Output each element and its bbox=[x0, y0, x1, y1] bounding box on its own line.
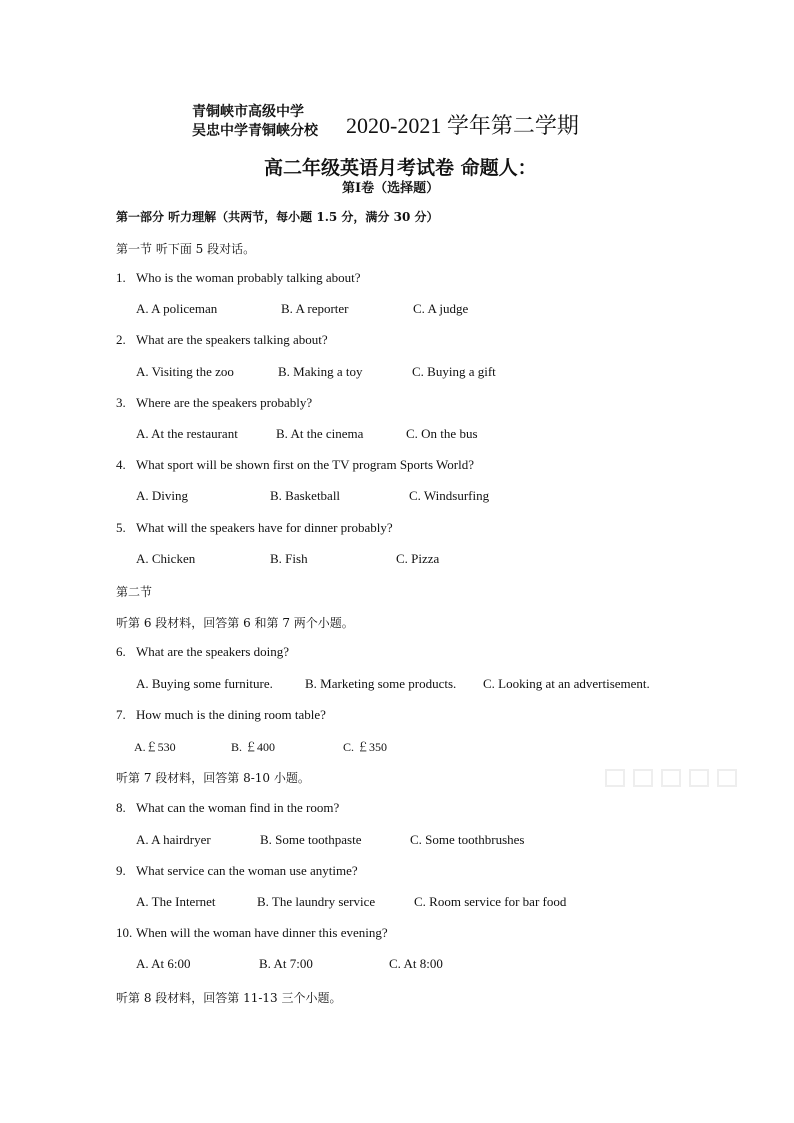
q5-option-b: B. Fish bbox=[270, 551, 308, 566]
q2-option-a: A. Visiting the zoo bbox=[136, 364, 234, 379]
watermark bbox=[604, 764, 754, 798]
question-4 bbox=[116, 457, 474, 473]
question-6 bbox=[116, 644, 289, 660]
q7-option-b: B. ￡400 bbox=[231, 740, 276, 754]
question-2 bbox=[116, 332, 328, 348]
question-9 bbox=[116, 863, 358, 879]
question-text: What are the speakers doing? bbox=[136, 644, 290, 659]
q9-option-c: C. Room service for bar food bbox=[414, 894, 567, 909]
question-text: When will the woman have dinner this evening? bbox=[136, 925, 388, 940]
question-number: 6. bbox=[116, 644, 126, 659]
q10-option-a: A. At 6:00 bbox=[136, 956, 191, 971]
q5-option-c: C. Pizza bbox=[396, 551, 440, 566]
q3-option-c: C. On the bus bbox=[406, 426, 478, 441]
question-1 bbox=[116, 270, 361, 286]
question-5 bbox=[116, 520, 393, 536]
q10-option-c: C. At 8:00 bbox=[389, 956, 443, 971]
question-number: 1. bbox=[116, 270, 126, 285]
watermark-shape bbox=[604, 764, 754, 792]
question-number: 10. bbox=[116, 925, 133, 940]
material-7-instruction: 听第 7 段材料，回答第 8-10 小题。 bbox=[116, 771, 310, 785]
q1-option-c: C. A judge bbox=[413, 301, 469, 316]
volume-label: 第Ⅰ卷（选择题） bbox=[342, 181, 440, 196]
academic-year-term: 2020-2021 学年第二学期 bbox=[346, 113, 579, 138]
q6-option-c: C. Looking at an advertisement. bbox=[483, 676, 650, 691]
q1-option-b: B. A reporter bbox=[281, 301, 349, 316]
question-number: 4. bbox=[116, 457, 126, 472]
q1-option-a: A. A policeman bbox=[136, 301, 218, 316]
question-text: How much is the dining room table? bbox=[136, 707, 326, 722]
question-text: What can the woman find in the room? bbox=[136, 800, 340, 815]
question-text: What will the speakers have for dinner probably? bbox=[136, 520, 393, 535]
q3-option-b: B. At the cinema bbox=[276, 426, 364, 441]
school-name-line1: 青铜峡市高级中学 bbox=[192, 104, 304, 120]
question-text: Where are the speakers probably? bbox=[136, 395, 313, 410]
q2-option-b: B. Making a toy bbox=[278, 364, 363, 379]
material-8-instruction: 听第 8 段材料，回答第 11-13 三个小题。 bbox=[116, 991, 342, 1005]
q9-option-a: A. The Internet bbox=[136, 894, 216, 909]
q8-option-b: B. Some toothpaste bbox=[260, 832, 362, 847]
part1-heading: 第一部分 听力理解（共两节，每小题 1.5 分，满分 30 分） bbox=[116, 210, 439, 224]
question-text: What sport will be shown first on the TV program Sports World? bbox=[136, 457, 474, 472]
question-number: 3. bbox=[116, 395, 126, 410]
question-number: 2. bbox=[116, 332, 126, 347]
question-10 bbox=[116, 925, 388, 941]
question-number: 8. bbox=[116, 800, 126, 815]
q7-option-a: A.￡530 bbox=[134, 740, 176, 754]
question-number: 7. bbox=[116, 707, 126, 722]
section1-heading: 第一节 听下面 5 段对话。 bbox=[116, 242, 256, 256]
q9-option-b: B. The laundry service bbox=[257, 894, 376, 909]
material-6-instruction: 听第 6 段材料，回答第 6 和第 7 两个小题。 bbox=[116, 616, 354, 630]
q3-option-a: A. At the restaurant bbox=[136, 426, 238, 441]
q4-option-c: C. Windsurfing bbox=[409, 488, 490, 503]
question-text: What service can the woman use anytime? bbox=[136, 863, 358, 878]
q6-option-b: B. Marketing some products. bbox=[305, 676, 457, 691]
q5-option-a: A. Chicken bbox=[136, 551, 196, 566]
section2-heading: 第二节 bbox=[116, 585, 153, 599]
question-3 bbox=[116, 395, 312, 411]
q8-option-a: A. A hairdryer bbox=[136, 832, 211, 847]
question-8 bbox=[116, 800, 339, 816]
q4-option-b: B. Basketball bbox=[270, 488, 341, 503]
question-7 bbox=[116, 707, 326, 723]
q6-option-a: A. Buying some furniture. bbox=[136, 676, 273, 691]
question-text: What are the speakers talking about? bbox=[136, 332, 328, 347]
q7-option-c: C. ￡350 bbox=[343, 740, 388, 754]
q2-option-c: C. Buying a gift bbox=[412, 364, 496, 379]
q10-option-b: B. At 7:00 bbox=[259, 956, 313, 971]
question-number: 5. bbox=[116, 520, 126, 535]
q8-option-c: C. Some toothbrushes bbox=[410, 832, 525, 847]
q4-option-a: A. Diving bbox=[136, 488, 188, 503]
question-text: Who is the woman probably talking about? bbox=[136, 270, 361, 285]
question-number: 9. bbox=[116, 863, 126, 878]
school-name-line2: 吴忠中学青铜峡分校 bbox=[192, 123, 318, 139]
exam-title: 高二年级英语月考试卷 命题人： bbox=[264, 157, 537, 179]
